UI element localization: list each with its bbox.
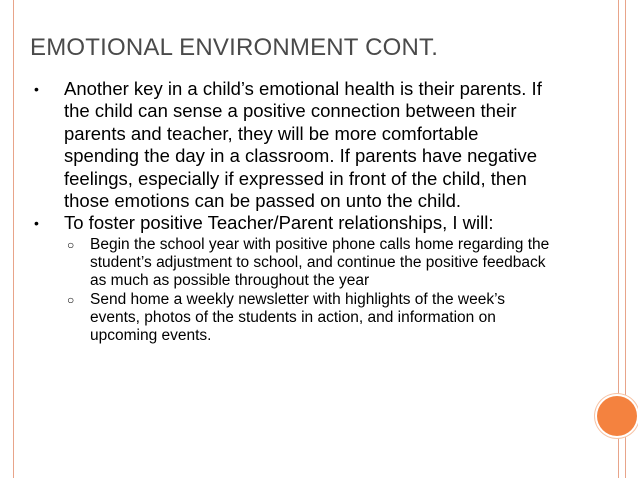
sub-bullet-text: Send home a weekly newsletter with highlights of the week’s events, photos of the students in action, and information on upcoming events. <box>90 290 505 345</box>
bullet-item <box>30 78 550 212</box>
sub-bullet-text: Begin the school year with positive phone calls home regarding the student’s adjustment to school, and continue the positive feedback as much as possible throughout the year <box>90 235 550 290</box>
bullet-item <box>30 212 550 234</box>
sub-bullet-marker: ○ <box>67 292 75 307</box>
sub-bullet-item <box>30 236 550 291</box>
decorative-circle <box>597 396 637 436</box>
bullet-marker: • <box>34 81 39 97</box>
bullet-text: Another key in a child’s emotional health is their parents. If the child can sense a positive connection between their parents and teacher, they will be more comfortable spending the day in a classroom. If parents have negative feelings, especially if expressed in front of the child, then those emotions can be passed on unto the child. <box>64 78 542 212</box>
slide-content <box>30 78 550 346</box>
bullet-text: To foster positive Teacher/Parent relationships, I will: <box>64 212 494 234</box>
sub-bullet-marker: ○ <box>67 237 75 252</box>
bullet-marker: • <box>34 215 39 232</box>
sub-bullet-item <box>30 291 550 346</box>
left-border-line <box>13 0 14 478</box>
slide-title: EMOTIONAL ENVIRONMENT CONT. <box>30 34 439 61</box>
